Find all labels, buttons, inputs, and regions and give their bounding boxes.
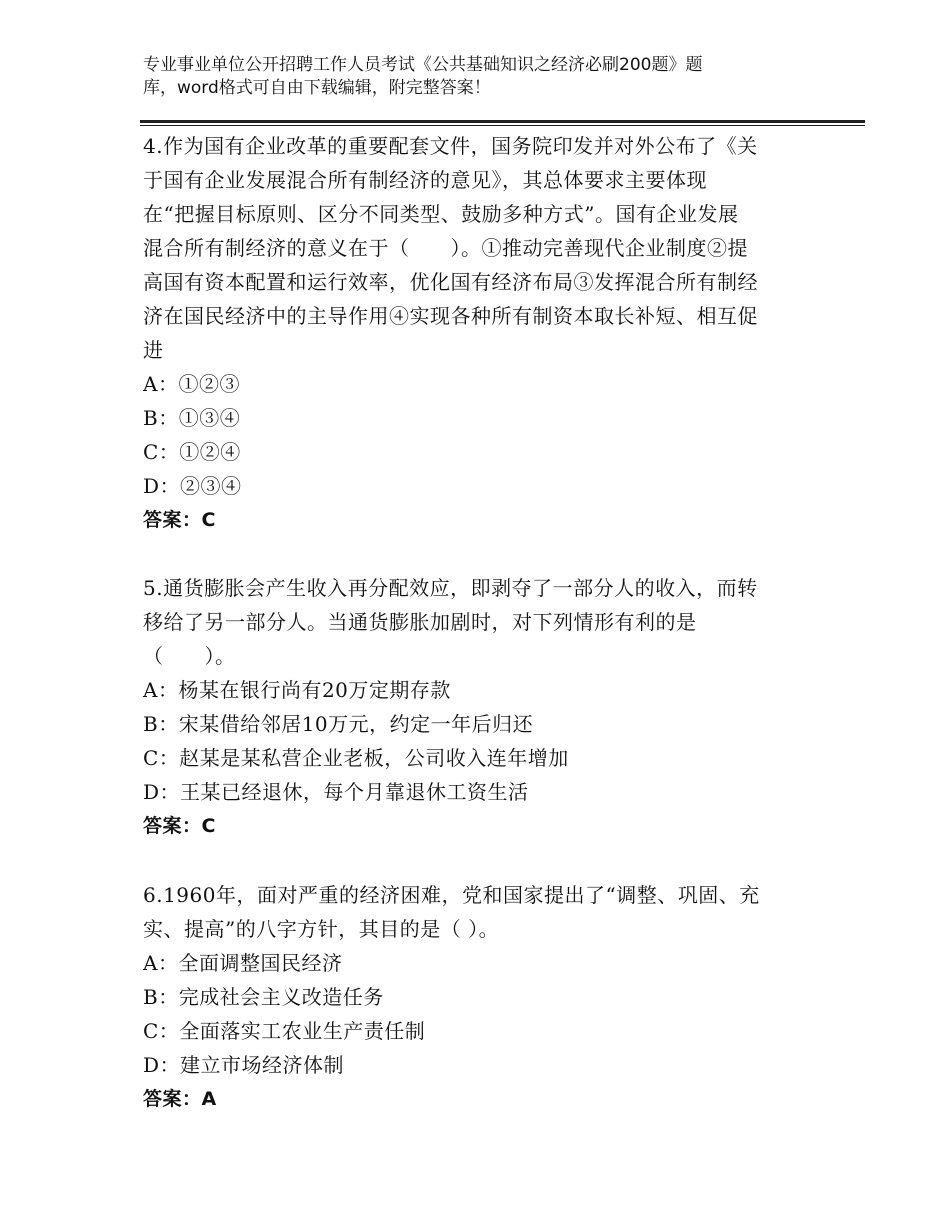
stem-line: 济在国民经济中的主导作用④实现各种所有制资本取长补短、相互促: [143, 304, 758, 328]
option-b: B：①③④: [143, 406, 241, 430]
option-c: C：全面落实工农业生产责任制: [143, 1019, 426, 1043]
header-line-2: 库，word格式可自由下载编辑，附完整答案！: [143, 78, 491, 98]
option-c: C：①②④: [143, 440, 241, 464]
header-line-1: 专业事业单位公开招聘工作人员考试《公共基础知识之经济必刷200题》题: [143, 55, 703, 75]
option-b: B：宋某借给邻居10万元，约定一年后归还: [143, 712, 534, 736]
question-stem: [143, 878, 803, 946]
stem-line: （ ）。: [143, 644, 236, 668]
question-4: [143, 129, 803, 537]
question-stem: [143, 571, 803, 673]
option-a: A：①②③: [143, 372, 240, 396]
option-a: A：杨某在银行尚有20万定期存款: [143, 678, 451, 702]
stem-line: 6.1960年，面对严重的经济困难，党和国家提出了“调整、巩固、充: [143, 883, 760, 907]
stem-line: 进: [143, 338, 164, 362]
stem-line: 混合所有制经济的意义在于（ ）。①推动完善现代企业制度②提: [143, 236, 748, 260]
option-d: D：建立市场经济体制: [143, 1053, 345, 1077]
header-divider-thick: [140, 120, 865, 123]
option-c: C：赵某是某私营企业老板，公司收入连年增加: [143, 746, 569, 770]
answer-label: 答案：A: [143, 1088, 217, 1110]
stem-line: 4.作为国有企业改革的重要配套文件，国务院印发并对外公布了《关: [143, 134, 758, 158]
option-b: B：完成社会主义改造任务: [143, 985, 384, 1009]
option-a: A：全面调整国民经济: [143, 951, 343, 975]
document-header: [143, 54, 783, 100]
stem-line: 在“把握目标原则、区分不同类型、鼓励多种方式”。国有企业发展: [143, 202, 739, 226]
stem-line: 5.通货膨胀会产生收入再分配效应，即剥夺了一部分人的收入，而转: [143, 576, 758, 600]
question-5: [143, 571, 803, 843]
header-divider-thin: [140, 125, 865, 126]
answer-label: 答案：C: [143, 815, 216, 837]
option-d: D：②③④: [143, 474, 242, 498]
stem-line: 实、提高”的八字方针，其目的是（ ）。: [143, 917, 500, 941]
answer-label: 答案：C: [143, 509, 216, 531]
question-6: [143, 878, 803, 1116]
stem-line: 于国有企业发展混合所有制经济的意见》，其总体要求主要体现: [143, 168, 707, 192]
stem-line: 高国有资本配置和运行效率，优化国有经济布局③发挥混合所有制经: [143, 270, 758, 294]
question-stem: [143, 129, 803, 367]
header-divider: [140, 120, 865, 127]
stem-line: 移给了另一部分人。当通货膨胀加剧时，对下列情形有利的是: [143, 610, 697, 634]
option-d: D：王某已经退休，每个月靠退休工资生活: [143, 780, 529, 804]
